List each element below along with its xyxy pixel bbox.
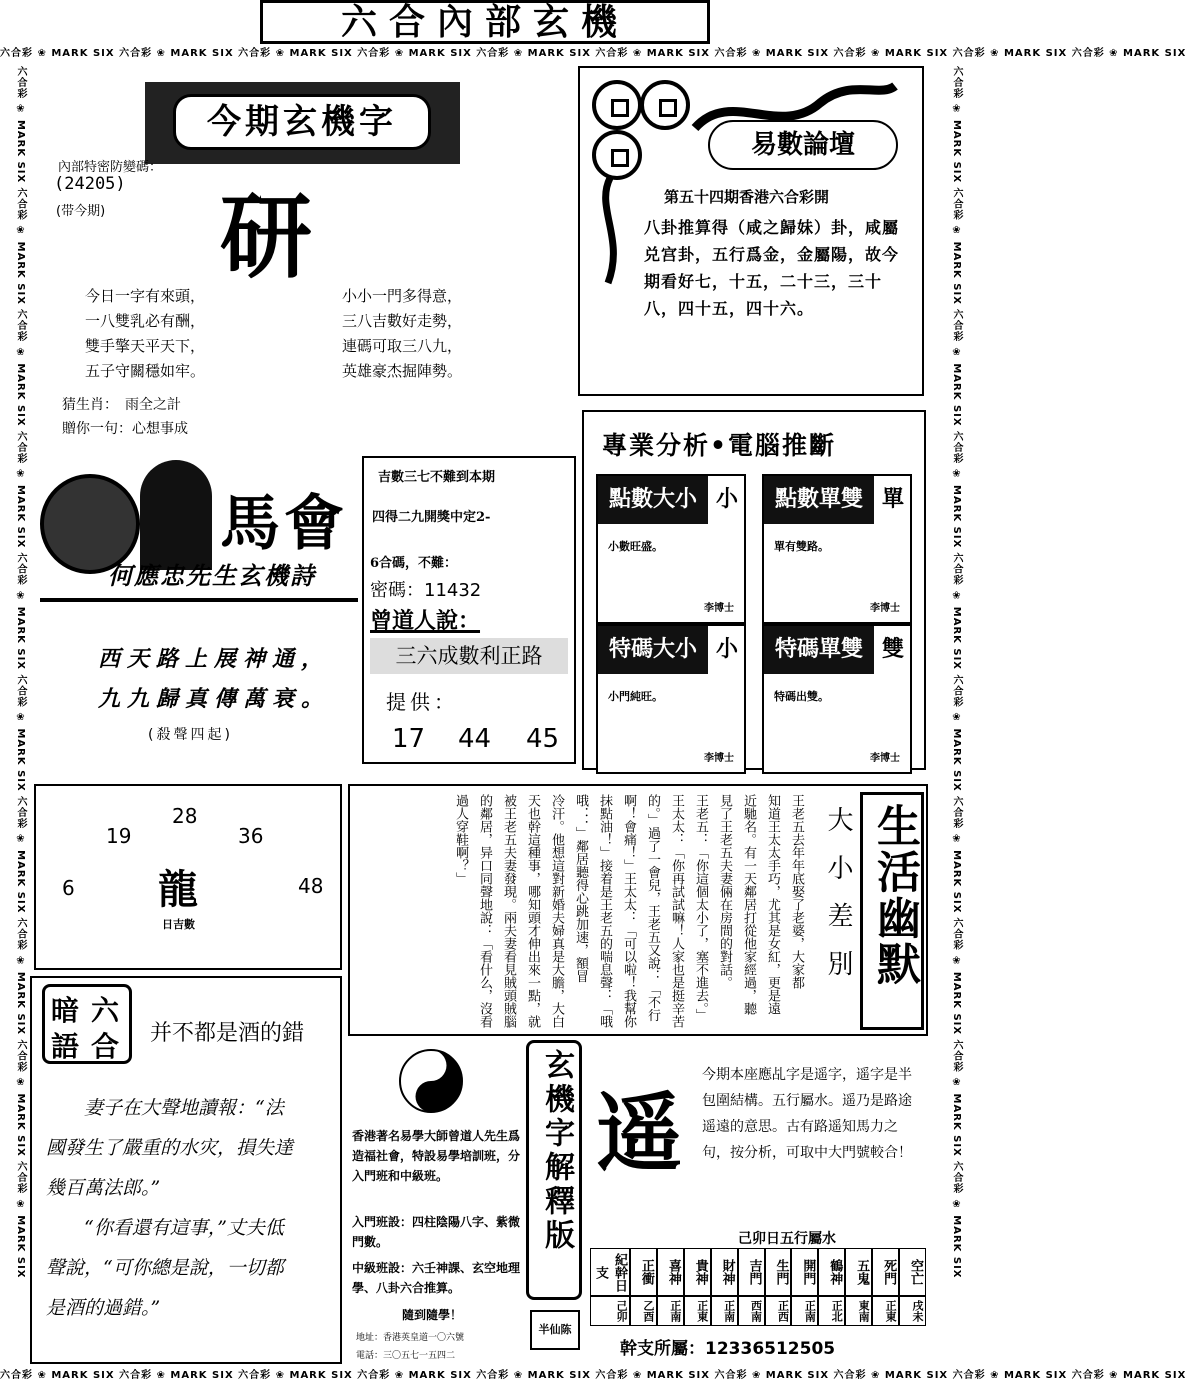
prediction-card bbox=[596, 474, 746, 624]
dial-number: 6 bbox=[62, 876, 75, 900]
calendar-header: 生門 bbox=[765, 1248, 792, 1296]
calendar-value: 正北 bbox=[818, 1296, 845, 1326]
badge bbox=[42, 984, 132, 1064]
phrase-line: 妻子在大聲地讀報：“法 bbox=[84, 1097, 284, 1119]
provide-label: 提供： bbox=[386, 690, 458, 714]
lucky-number: 44 bbox=[458, 724, 492, 754]
humor-column: 冷汗。他想這對新婚夫婦真是大膽，大白 bbox=[549, 794, 564, 1028]
school-entry: 入門班設：四柱陰陽八字、紫微門數。 bbox=[352, 1215, 521, 1249]
humor-column: 見了王老五夫妻倆在房間的對話。 bbox=[717, 794, 732, 989]
scroll-tail-icon bbox=[590, 178, 630, 288]
daoren-line-1: 吉數三七不難到本期 bbox=[378, 470, 496, 485]
explain-title: 玄機字解釋版 bbox=[539, 1049, 574, 1253]
prediction-value: 小 bbox=[715, 637, 738, 662]
prediction-value: 雙 bbox=[881, 637, 904, 662]
school-welcome: 隨到隨學！ bbox=[402, 1308, 463, 1322]
code-label: 內部特密防變碼： bbox=[58, 160, 163, 175]
yishu-title: 易數論壇 bbox=[708, 120, 898, 170]
humor-column: 哦．．．」鄰居聽得心跳加速，額冒 bbox=[573, 794, 588, 983]
school-middle: 中級班設：六壬神課、玄空地理學、八卦六合推算。 bbox=[352, 1261, 521, 1295]
humor-title: 生活幽默 bbox=[869, 803, 920, 987]
top-strip: 六合彩 ❀ MARK SIX 六合彩 ❀ MARK SIX 六合彩 ❀ MARK SIX 六合彩 ❀ MARK SIX 六合彩 ❀ MARK SIX 六合彩 ❀ MARK SIX 六合彩 ❀ MARK SIX 六合彩 ❀ MARK SIX 六合彩 ❀ MARK SIX 六合彩 ❀ MARK SIX bbox=[0, 48, 1186, 59]
mahui-line-2: 九九歸真傳萬衰。 bbox=[98, 686, 331, 712]
humor-column: 的鄰居，异口同聲地說：「看什么，沒看 bbox=[477, 794, 492, 1028]
left-strip: 六合彩 ❀ MARK SIX 六合彩 ❀ MARK SIX 六合彩 ❀ MARK SIX 六合彩 ❀ MARK SIX 六合彩 ❀ MARK SIX 六合彩 ❀ MARK SIX 六合彩 ❀ MARK SIX 六合彩 ❀ MARK SIX 六合彩 ❀ MARK SIX 六合彩 ❀ MARK SIX bbox=[15, 66, 26, 1279]
humor-subtitle: 大小差別 bbox=[823, 806, 853, 998]
badge-char: 語 bbox=[51, 1030, 80, 1063]
guess-animal: 猜生肖： 雨全之計 bbox=[62, 397, 181, 413]
poem-right-line: 連碼可取三八九， bbox=[342, 337, 463, 355]
poem-left-line: 雙手擎天平天下， bbox=[85, 337, 206, 355]
prediction-note: 小門純旺。 bbox=[608, 690, 663, 703]
coin-icon bbox=[592, 80, 642, 130]
phrase-line: 是酒的過錯。” bbox=[46, 1297, 161, 1319]
prediction-author: 李博士 bbox=[870, 603, 900, 614]
school-address: 地址：香港英皇道一〇六號 bbox=[356, 1333, 465, 1343]
mahui-poem-title: 何應忠先生玄機詩 bbox=[108, 561, 316, 590]
calendar-header: 財神 bbox=[711, 1248, 738, 1296]
dial-animal: 龍 bbox=[158, 866, 198, 913]
humor-title-box bbox=[860, 792, 924, 1030]
school-phone: 電話：三〇五七一五四二 bbox=[356, 1351, 456, 1361]
calendar-header: 紀幹日支 bbox=[590, 1248, 630, 1296]
humor-column: 王太太：「你再試試嘛！人家也是挺辛苦 bbox=[669, 794, 684, 1028]
prediction-author: 李博士 bbox=[704, 603, 734, 614]
humor-text bbox=[368, 794, 808, 1030]
calendar-value: 正東 bbox=[872, 1296, 899, 1326]
poem-right bbox=[342, 284, 462, 384]
calendar-value: 東南 bbox=[845, 1296, 872, 1326]
mystery-heading: 今期玄機字 bbox=[173, 94, 431, 150]
lucky-number: 45 bbox=[526, 724, 560, 754]
daoren-line-2: 四得二九開獎中定2- bbox=[372, 510, 491, 525]
bottom-strip: 六合彩 ❀ MARK SIX 六合彩 ❀ MARK SIX 六合彩 ❀ MARK SIX 六合彩 ❀ MARK SIX 六合彩 ❀ MARK SIX 六合彩 ❀ MARK SIX 六合彩 ❀ MARK SIX 六合彩 ❀ MARK SIX 六合彩 ❀ MARK SIX 六合彩 ❀ MARK SIX bbox=[0, 1370, 1186, 1381]
poem-left-line: 一八雙乳必有酬， bbox=[85, 312, 206, 330]
analysis-title: 專業分析•電腦推斷 bbox=[602, 431, 836, 460]
yin-yang-icon bbox=[398, 1048, 464, 1114]
humor-column: 的。」過了一會兒，王老五又說：「不行 bbox=[645, 794, 660, 1022]
badge-char: 暗 bbox=[51, 994, 80, 1027]
daoren-box bbox=[362, 456, 576, 764]
daoren-slogan: 三六成數利正路 bbox=[370, 638, 568, 674]
lucky-number: 17 bbox=[392, 724, 426, 754]
calendar-header: 空亡 bbox=[899, 1248, 926, 1296]
mahui-title: 馬會 bbox=[220, 489, 348, 559]
calendar-value: 戌未 bbox=[899, 1296, 926, 1326]
dial-number: 19 bbox=[106, 824, 132, 848]
calendar-header: 正衝 bbox=[630, 1248, 657, 1296]
prediction-value: 小 bbox=[715, 487, 738, 512]
code-note: (带今期) bbox=[56, 204, 106, 219]
dial-number: 48 bbox=[298, 874, 324, 898]
humor-column: 抹點油！」接着是王老五的喘息聲：「哦 bbox=[597, 794, 612, 1028]
school-intro: 香港著名易學大師曾道人先生爲造福社會，特設易學培訓班，分入門班和中級班。 bbox=[352, 1129, 521, 1183]
code-value: (24205) bbox=[54, 174, 126, 194]
right-strip: 六合彩 ❀ MARK SIX 六合彩 ❀ MARK SIX 六合彩 ❀ MARK SIX 六合彩 ❀ MARK SIX 六合彩 ❀ MARK SIX 六合彩 ❀ MARK SIX 六合彩 ❀ MARK SIX 六合彩 ❀ MARK SIX 六合彩 ❀ MARK SIX 六合彩 ❀ MARK SIX bbox=[951, 66, 962, 1279]
explain-seal: 半仙陈 bbox=[530, 1310, 580, 1350]
humor-column: 王老五：「你這個太小了，塞不進去。」 bbox=[693, 794, 708, 1022]
hidden-phrase-body bbox=[46, 1088, 336, 1328]
prediction-head: 點數單雙 bbox=[764, 476, 874, 524]
daoren-password: 密碼：11432 bbox=[370, 580, 482, 601]
explain-text: 今期本座應乩字是遥字，遥字是半包圍結構。五行屬水。遥乃是路途遥遠的意思。古有路遥知馬力之句，按分析，可取中大門號較合！ bbox=[702, 1067, 912, 1161]
humor-column: 知道王太太手巧，尤其是女紅，更是遠 bbox=[765, 794, 780, 1015]
coin-icon bbox=[592, 130, 642, 180]
phrase-line: 幾百萬法郎。” bbox=[46, 1177, 161, 1199]
prediction-note: 小數旺盛。 bbox=[608, 540, 663, 553]
yishu-forum bbox=[578, 66, 924, 396]
calendar-header: 吉門 bbox=[738, 1248, 765, 1296]
yishu-body: 八卦推算得（咸之歸妹）卦，咸屬兑宫卦，五行爲金，金屬陽，故今期看好七，十五，二十三，三十八，四十五，四十六。 bbox=[644, 218, 900, 318]
portrait-image bbox=[140, 460, 212, 570]
calendar-header: 五鬼 bbox=[845, 1248, 872, 1296]
poem-right-line: 英雄豪杰掘陣勢。 bbox=[342, 362, 463, 380]
calendar-header: 死門 bbox=[872, 1248, 899, 1296]
dial-label: 日吉數 bbox=[162, 918, 195, 931]
school-section bbox=[346, 1040, 522, 1364]
poem-right-line: 三八吉數好走勢， bbox=[342, 312, 463, 330]
calendar-header: 鶴神 bbox=[818, 1248, 845, 1296]
daoren-line-3: 6合碼，不難： bbox=[370, 556, 458, 571]
explain-character: 遥 bbox=[596, 1083, 682, 1184]
phrase-line: 國發生了嚴重的水灾，損失達 bbox=[46, 1137, 294, 1159]
badge-char: 六 bbox=[91, 994, 120, 1027]
hidden-phrase-title: 并不都是酒的錯 bbox=[150, 1021, 305, 1046]
badge-char: 合 bbox=[91, 1030, 120, 1063]
hidden-phrase-panel bbox=[30, 976, 342, 1364]
calendar-value: 正南 bbox=[711, 1296, 738, 1326]
mahui-section bbox=[30, 456, 360, 766]
dial-number: 36 bbox=[238, 824, 264, 848]
calendar-value: 正南 bbox=[657, 1296, 684, 1326]
dial-number: 28 bbox=[172, 804, 198, 828]
mahui-divider bbox=[40, 598, 358, 602]
prediction-value: 單 bbox=[881, 487, 904, 512]
poem-left bbox=[85, 284, 205, 384]
calendar-value: 正東 bbox=[684, 1296, 711, 1326]
calendar-header: 喜神 bbox=[657, 1248, 684, 1296]
explain-title-box bbox=[526, 1040, 582, 1300]
mystery-character: 研 bbox=[220, 183, 323, 291]
masthead bbox=[0, 0, 966, 44]
poem-left-line: 五子守關穩如牢。 bbox=[85, 362, 206, 380]
mystery-word-section bbox=[30, 74, 550, 454]
calendar-header: 開門 bbox=[791, 1248, 818, 1296]
poem-right-line: 小小一門多得意， bbox=[342, 287, 463, 305]
humor-column: 天也幹這種事，哪知頭才伸出來一點，就 bbox=[525, 794, 540, 1028]
calendar-value: 正南 bbox=[791, 1296, 818, 1326]
phrase-line: 聲說，“可你總是說，一切都 bbox=[46, 1257, 284, 1279]
analysis-panel bbox=[582, 410, 926, 770]
masthead-title: 六合內部玄機 bbox=[260, 0, 710, 44]
calendar-value: 正西 bbox=[765, 1296, 792, 1326]
humor-panel bbox=[348, 784, 928, 1036]
prediction-head: 特碼大小 bbox=[598, 626, 708, 674]
prediction-head: 特碼單雙 bbox=[764, 626, 874, 674]
coin-icon bbox=[640, 80, 690, 130]
poem-left-line: 今日一字有來頭， bbox=[85, 287, 206, 305]
lucky-dial bbox=[34, 784, 342, 970]
calendar-value: 己卯 bbox=[590, 1296, 630, 1326]
prediction-head: 點數大小 bbox=[598, 476, 708, 524]
mahui-line-1: 西天路上展神通， bbox=[98, 646, 331, 672]
calendar-value: 乙酉 bbox=[630, 1296, 657, 1326]
calendar-value: 西南 bbox=[738, 1296, 765, 1326]
calendar-table bbox=[590, 1248, 926, 1326]
phrase-line: “你看還有這事，”丈夫低 bbox=[84, 1217, 284, 1239]
prediction-card bbox=[762, 474, 912, 624]
humor-column: 王老五去年年底娶了老婆，大家都 bbox=[789, 794, 804, 989]
humor-column: 過人穿鞋啊？」 bbox=[453, 794, 468, 885]
prediction-note: 單有雙路。 bbox=[774, 540, 829, 553]
humor-column: 近馳名。有一天鄰居打從他家經過，聽 bbox=[741, 794, 756, 1015]
prediction-card bbox=[762, 624, 912, 774]
ganzhi: 幹支所屬：12336512505 bbox=[620, 1339, 836, 1359]
mahui-note: (殺聲四起) bbox=[148, 727, 233, 743]
prediction-card bbox=[596, 624, 746, 774]
daoren-said: 曾道人說： bbox=[370, 608, 481, 634]
gift-phrase: 贈你一句：心想事成 bbox=[62, 421, 188, 437]
calendar-title: 己卯日五行屬水 bbox=[738, 1231, 836, 1247]
yishu-subtitle: 第五十四期香港六合彩開 bbox=[664, 188, 830, 206]
humor-column: 被王老五夫妻發現。兩夫妻看見賊頭賊腦 bbox=[501, 794, 516, 1028]
calendar-header: 貴神 bbox=[684, 1248, 711, 1296]
prediction-author: 李博士 bbox=[870, 753, 900, 764]
mystery-heading-box bbox=[145, 82, 460, 164]
humor-column: 啊！會痛！」王太太：「可以啦！我幫你 bbox=[621, 794, 636, 1028]
explain-section bbox=[526, 1040, 928, 1364]
prediction-author: 李博士 bbox=[704, 753, 734, 764]
prediction-note: 特碼出雙。 bbox=[774, 690, 829, 703]
